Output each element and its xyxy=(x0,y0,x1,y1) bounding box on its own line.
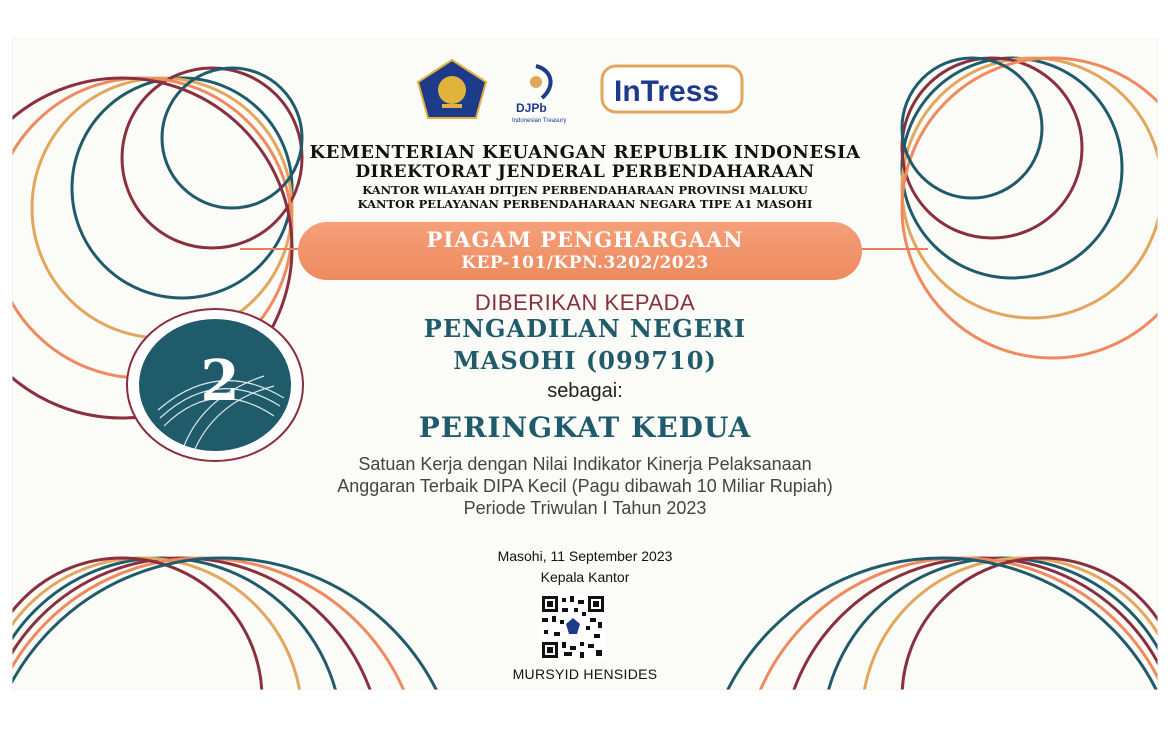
decree-number: KEP-101/KPN.3202/2023 xyxy=(461,253,709,273)
certificate-title: PIAGAM PENGHARGAAN xyxy=(426,227,744,252)
rank-title: PERINGKAT KEDUA xyxy=(418,411,752,444)
as-label: sebagai: xyxy=(547,380,623,402)
directorate-title: DIREKTORAT JENDERAL PERBENDAHARAAN xyxy=(355,162,815,182)
logo-row xyxy=(412,56,752,126)
certificate xyxy=(12,38,1158,690)
recipient-name-line2: MASOHI (099710) xyxy=(453,346,717,375)
description-line3: Periode Triwulan I Tahun 2023 xyxy=(463,498,707,518)
signature-qr-code-icon xyxy=(540,594,606,660)
kemenkeu-logo-icon xyxy=(418,60,486,118)
rank-badge-number: 2 xyxy=(200,348,240,414)
service-office-title: KANTOR PELAYANAN PERBENDAHARAAN NEGARA TIPE A1 MASOHI xyxy=(357,197,813,211)
signer-role: Kepala Kantor xyxy=(540,569,630,585)
recipient-name-line1: PENGADILAN NEGERI xyxy=(423,314,747,343)
svg-text:DJPb: DJPb xyxy=(516,101,547,115)
given-to-label: DIBERIKAN KEPADA xyxy=(474,290,696,315)
intress-logo-icon xyxy=(602,66,742,112)
description-line1: Satuan Kerja dengan Nilai Indikator Kinerja Pelaksanaan xyxy=(358,454,812,474)
regional-office-title: KANTOR WILAYAH DITJEN PERBENDAHARAAN PROVINSI MALUKU xyxy=(362,183,808,197)
svg-text:Indonesian Treasury: Indonesian Treasury xyxy=(512,118,567,124)
place-date: Masohi, 11 September 2023 xyxy=(497,548,673,564)
signer-name: MURSYID HENSIDES xyxy=(512,666,658,682)
description-line2: Anggaran Terbaik DIPA Kecil (Pagu dibawah 10 Miliar Rupiah) xyxy=(337,476,833,496)
ministry-title: KEMENTERIAN KEUANGAN REPUBLIK INDONESIA xyxy=(309,142,861,163)
svg-text:InTress: InTress xyxy=(614,75,720,108)
djpb-logo-icon xyxy=(512,66,566,124)
